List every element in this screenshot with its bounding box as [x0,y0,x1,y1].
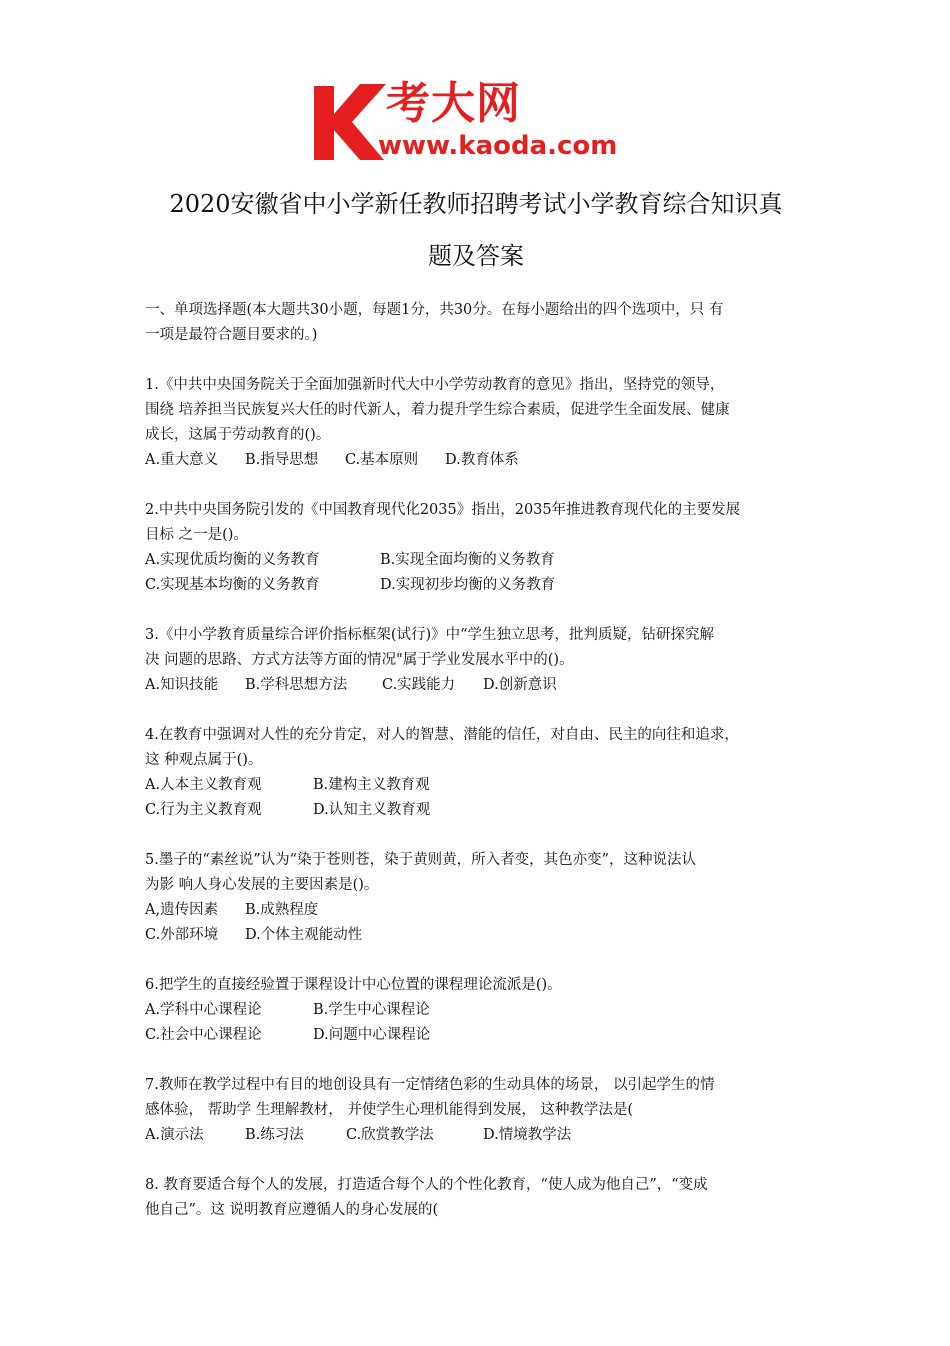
option-c: C.基本原则 [345,452,419,468]
question-7 [145,1073,810,1148]
question-stem: 为影 响人身心发展的主要因素是()。 [145,877,379,893]
option-a: A.重大意义 [145,452,219,468]
question-stem: 感体验， 帮助学 生理解教材， 并使学生心理机能得到发展， 这种教学法是( [145,1102,634,1118]
question-3 [145,623,810,698]
question-5 [145,848,810,948]
option-d: D.个体主观能动性 [245,927,363,943]
option-row [145,773,810,798]
option-row [145,998,810,1023]
option-c: C.欣赏教学法 [346,1127,434,1143]
logo-cn-text: 考大网 [386,78,521,129]
section-line-1: 一、单项选择题(本大题共30小题，每题1分，共30分。在每小题给出的四个选项中，只 有 [145,302,724,318]
option-row [145,448,810,473]
question-stem: 他自己”。这 说明教育应遵循人的身心发展的( [145,1202,439,1218]
option-c: C.外部环境 [145,927,219,943]
section-heading [145,298,810,348]
option-a: A.学科中心课程论 [145,1002,262,1018]
question-stem: 成长，这属于劳动教育的()。 [145,427,331,443]
option-a: A.实现优质均衡的义务教育 [145,552,320,568]
question-8 [145,1173,810,1223]
question-stem: 决 问题的思路、方式方法等方面的情况"属于学业发展水平中的()。 [145,652,574,668]
question-stem: 2.中共中央国务院引发的《中国教育现代化2035》指出，2035年推进教育现代化的主要发展 [145,502,741,518]
question-stem: 目标 之一是()。 [145,527,248,543]
option-d: D.情境教学法 [483,1127,572,1143]
option-d: D.实现初步均衡的义务教育 [380,577,556,593]
document-title [140,178,812,282]
title-line-1: 2020安徽省中小学新任教师招聘考试小学教育综合知识真 [169,190,783,218]
option-row [145,1123,810,1148]
document-body [145,298,810,1223]
option-a: A,遗传因素 [145,902,219,918]
question-stem: 4.在教育中强调对人性的充分肯定，对人的智慧、潜能的信任，对自由、民主的向往和追求， [145,727,739,743]
option-row [145,898,810,923]
option-row [145,573,810,598]
title-line-2: 题及答案 [428,242,524,270]
question-stem: 8. 教育要适合每个人的发展，打造适合每个人的个性化教育，“使人成为他自己”，“变成 [145,1177,708,1193]
option-d: D.认知主义教育观 [313,802,431,818]
question-stem: 围绕 培养担当民族复兴大任的时代新人，着力提升学生综合素质，促进学生全面发展、健康 [145,402,730,418]
option-d: D.问题中心课程论 [313,1027,431,1043]
section-line-2: 一项是最符合题目要求的。) [145,327,318,343]
question-stem: 3.《中小学教育质量综合评价指标框架(试行)》中“学生独立思考，批判质疑，钻研探究解 [145,627,715,643]
question-stem: 5.墨子的“素丝说”认为“染于苍则苍，染于黄则黄，所入者变，其色亦变”，这种说法认 [145,852,696,868]
option-b: B.实现全面均衡的义务教育 [380,552,555,568]
option-row [145,798,810,823]
question-6 [145,973,810,1048]
question-2 [145,498,810,598]
option-d: D.创新意识 [483,677,557,693]
option-b: B.建构主义教育观 [313,777,430,793]
question-stem: 1.《中共中央国务院关于全面加强新时代大中小学劳动教育的意见》指出，坚持党的领导， [145,377,725,393]
option-c: C.社会中心课程论 [145,1027,262,1043]
question-stem: 6.把学生的直接经验置于课程设计中心位置的课程理论流派是()。 [145,977,562,993]
option-b: B.练习法 [245,1127,304,1143]
option-c: C.行为主义教育观 [145,802,262,818]
option-row [145,923,810,948]
option-b: B.学生中心课程论 [313,1002,430,1018]
option-row [145,673,810,698]
option-b: B.指导思想 [245,452,319,468]
option-b: B.成熟程度 [245,902,319,918]
option-c: C.实践能力 [382,677,456,693]
option-b: B.学科思想方法 [245,677,348,693]
option-row [145,548,810,573]
option-row [145,1023,810,1048]
logo-url-text: www.kaoda.com [378,131,618,161]
question-stem: 7.教师在教学过程中有目的地创设具有一定情绪色彩的生动具体的场景， 以引起学生的情 [145,1077,715,1093]
option-a: A.人本主义教育观 [145,777,262,793]
question-1 [145,373,810,473]
option-a: A.知识技能 [145,677,219,693]
question-4 [145,723,810,823]
question-stem: 这 种观点属于()。 [145,752,263,768]
option-c: C.实现基本均衡的义务教育 [145,577,320,593]
kaoda-logo [310,78,640,164]
option-a: A.演示法 [145,1127,204,1143]
option-d: D.教育体系 [445,452,519,468]
